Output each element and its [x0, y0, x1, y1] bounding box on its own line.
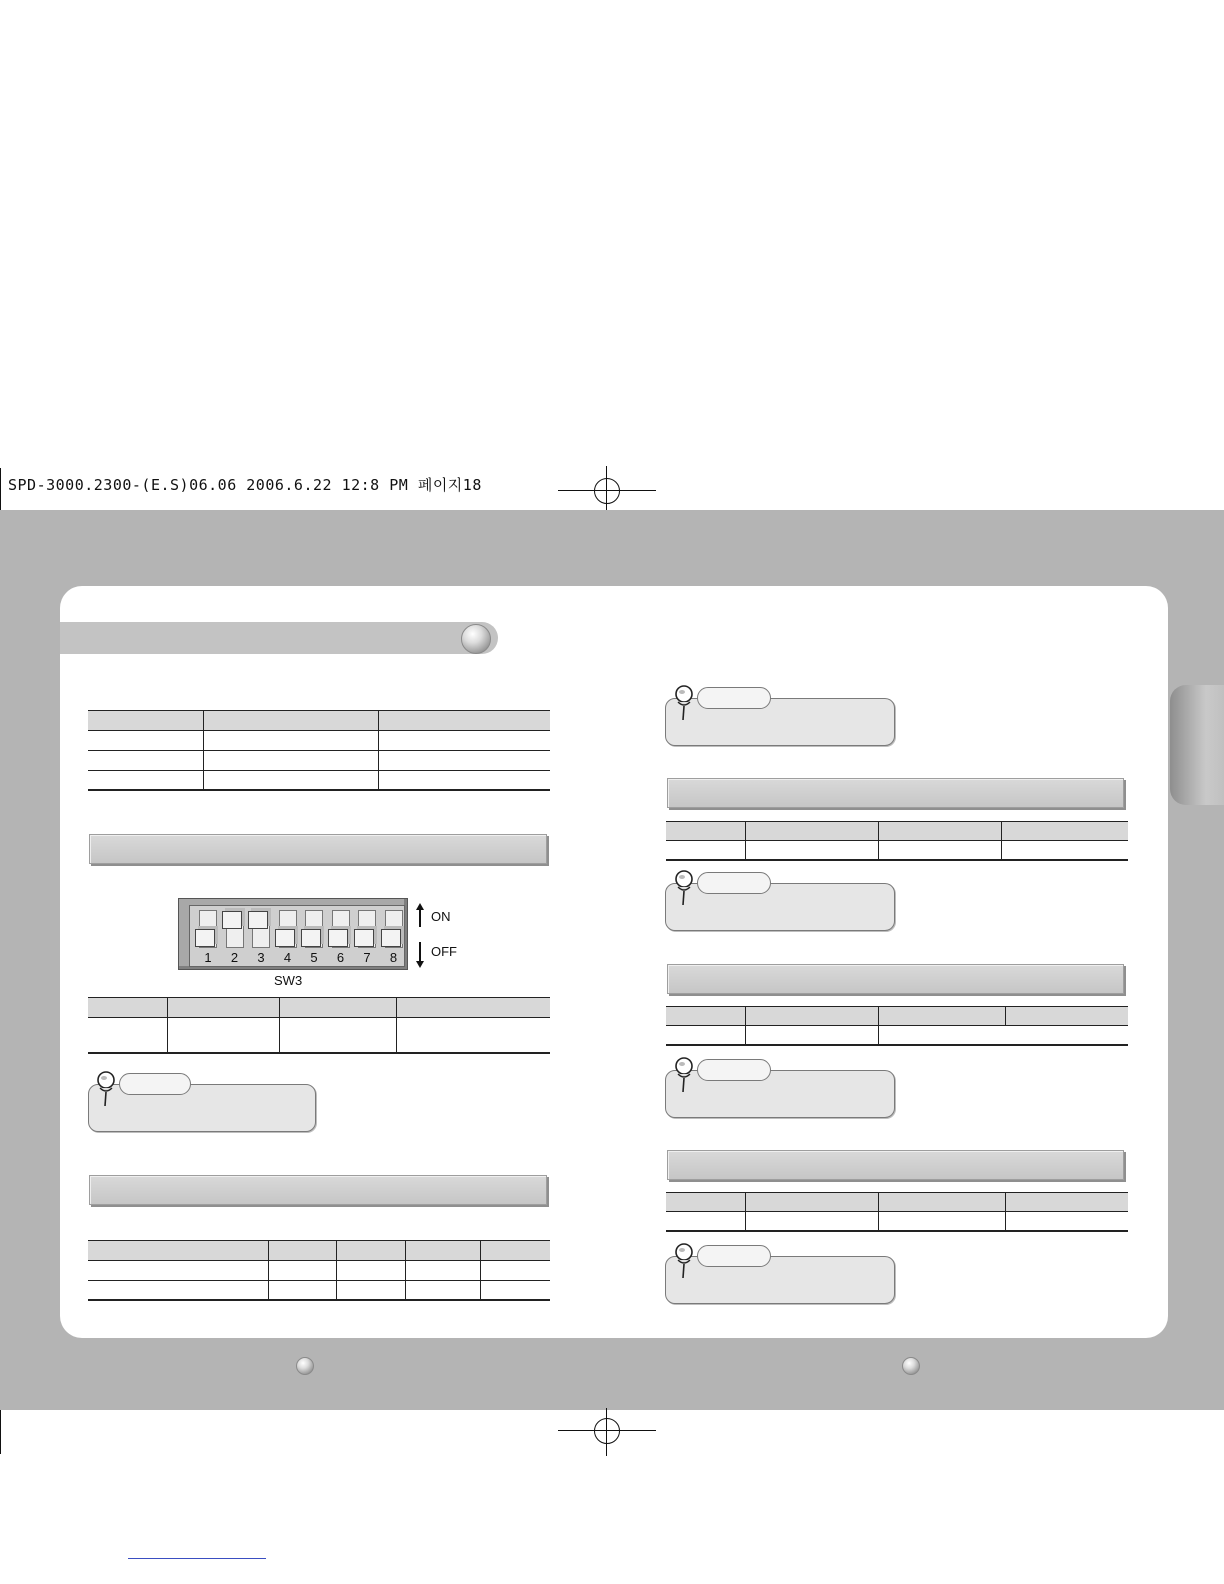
- note-tab-1: [119, 1073, 191, 1095]
- registration-crosshair-icon: [558, 1408, 658, 1456]
- registration-crosshair-icon: [558, 466, 658, 516]
- dip-slot-1: [199, 910, 217, 948]
- chapter-tab: [1170, 685, 1224, 805]
- dip-slot-7: [358, 910, 376, 948]
- crop-mark-left: [0, 468, 1, 512]
- crop-mark-left-bottom: [0, 1410, 1, 1454]
- sphere-page-marker-icon: [902, 1357, 920, 1375]
- dip-switch-housing: [189, 905, 405, 967]
- sphere-bullet-icon: [461, 624, 491, 654]
- dip-position-label: 8: [389, 950, 398, 965]
- table-1: [88, 710, 550, 791]
- section-bar-right-3: [667, 1150, 1124, 1180]
- pushpin-icon: [672, 682, 698, 722]
- sphere-page-marker-icon: [296, 1357, 314, 1375]
- section-bar-right-2: [667, 964, 1124, 994]
- dip-knob-7: [354, 929, 374, 947]
- sw3-label: SW3: [274, 973, 303, 988]
- dip-slot-5: [305, 910, 323, 948]
- note-tab-2: [697, 687, 771, 709]
- dip-switch-sw3: [178, 898, 408, 970]
- link-underline: [128, 1558, 266, 1559]
- table-3: [88, 1240, 550, 1301]
- pushpin-icon: [94, 1068, 120, 1108]
- dip-knob-6: [328, 929, 348, 947]
- dip-knob-5: [301, 929, 321, 947]
- pushpin-icon: [672, 1054, 698, 1094]
- dip-knob-4: [275, 929, 295, 947]
- dip-position-label: 6: [336, 950, 345, 965]
- dip-position-label: 5: [310, 950, 318, 965]
- table-5: [666, 1006, 1128, 1046]
- dip-slot-4: [279, 910, 297, 948]
- section-bar-left-2: [89, 1175, 547, 1205]
- pushpin-icon: [672, 1240, 698, 1280]
- dip-position-label: 7: [363, 950, 371, 965]
- dip-knob-2: [222, 911, 242, 929]
- dip-knob-1: [195, 929, 215, 947]
- arrow-up-icon: [415, 903, 425, 927]
- dip-slot-3: [252, 910, 270, 948]
- dip-slot-2: [226, 910, 244, 948]
- note-tab-5: [697, 1245, 771, 1267]
- dip-position-label: 3: [257, 950, 265, 965]
- section-bar-dip-switch: [89, 834, 547, 864]
- print-header: SPD-3000.2300-(E.S)06.06 2006.6.22 12:8 PM 페이지18: [8, 476, 482, 494]
- pushpin-icon: [672, 867, 698, 907]
- note-tab-4: [697, 1059, 771, 1081]
- dip-position-label: 2: [230, 950, 239, 965]
- dip-slot-8: [385, 910, 403, 948]
- dip-position-label: 1: [204, 950, 212, 965]
- table-2: [88, 997, 550, 1054]
- dip-knob-8: [381, 929, 401, 947]
- title-bar: [60, 622, 498, 654]
- on-label: ON: [431, 909, 451, 924]
- table-4: [666, 821, 1128, 861]
- note-tab-3: [697, 872, 771, 894]
- dip-position-label: 4: [283, 950, 292, 965]
- dip-knob-3: [248, 911, 268, 929]
- table-6: [666, 1192, 1128, 1232]
- section-bar-right-1: [667, 778, 1124, 808]
- arrow-down-icon: [415, 942, 425, 968]
- dip-slot-6: [332, 910, 350, 948]
- off-label: OFF: [431, 944, 457, 959]
